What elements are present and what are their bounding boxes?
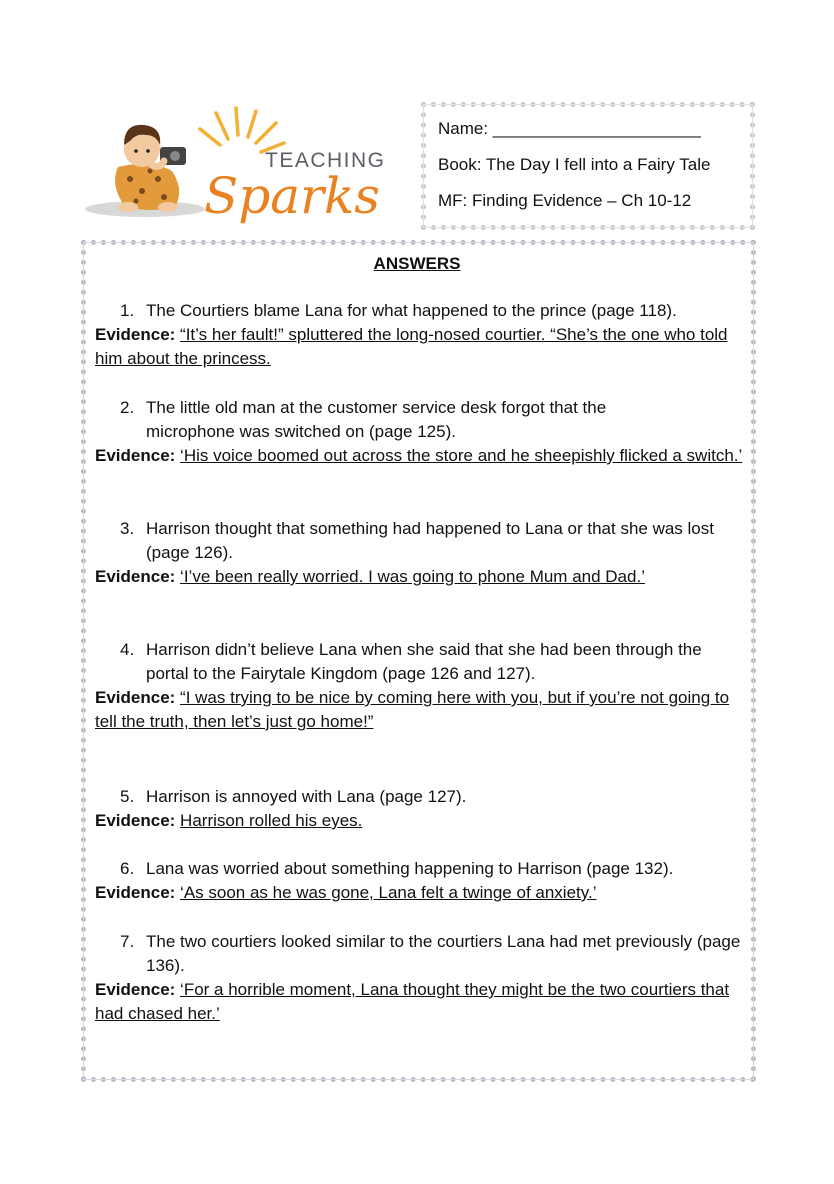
evidence-1: [95, 323, 745, 371]
evidence-quote: ‘I’ve been really worried. I was going to phone Mum and Dad.’: [180, 567, 645, 586]
evidence-5: [95, 809, 745, 833]
caveman-logo-icon: [80, 105, 390, 225]
evidence-label: Evidence:: [95, 446, 176, 465]
name-field: Name: ______________________: [438, 119, 701, 138]
evidence-quote: ‘For a horrible moment, Lana thought they might be the two courtiers that had chased her.’: [95, 980, 730, 1023]
evidence-label: Evidence:: [95, 811, 176, 830]
item-number: 4.: [120, 640, 135, 659]
evidence-label: Evidence:: [95, 325, 176, 344]
worksheet-info-box: [421, 102, 755, 230]
answers-heading: ANSWERS: [373, 254, 461, 273]
evidence-label: Evidence:: [95, 883, 176, 902]
logo-text-teaching: TEACHING: [265, 149, 386, 172]
evidence-quote: Harrison rolled his eyes.: [180, 811, 363, 830]
item-statement: The little old man at the customer service desk forgot that the microphone was switched on (page 125).: [146, 398, 607, 441]
item-number: 6.: [120, 859, 135, 878]
evidence-quote: ‘His voice boomed out across the store and he sheepishly flicked a switch.’: [180, 446, 743, 465]
item-statement: Harrison didn’t believe Lana when she said that she had been through the portal to the Fairytale Kingdom (page 126 and 127).: [146, 640, 702, 683]
item-number: 2.: [120, 398, 135, 417]
logo-text-sparks: Sparks: [204, 167, 380, 225]
evidence-label: Evidence:: [95, 567, 176, 586]
item-statement: Harrison thought that something had happened to Lana or that she was lost (page 126).: [146, 519, 714, 562]
evidence-2: [95, 444, 745, 468]
evidence-3: [95, 565, 745, 589]
evidence-label: Evidence:: [95, 688, 176, 707]
item-number: 5.: [120, 787, 135, 806]
item-number: 1.: [120, 301, 135, 320]
item-statement: Lana was worried about something happening to Harrison (page 132).: [146, 859, 674, 878]
item-statement: The two courtiers looked similar to the courtiers Lana had met previously (page 136).: [146, 932, 741, 975]
teaching-sparks-logo: [80, 105, 390, 225]
evidence-7: [95, 978, 745, 1026]
book-title: Book: The Day I fell into a Fairy Tale: [438, 155, 711, 174]
item-statement: The Courtiers blame Lana for what happened to the prince (page 118).: [146, 301, 677, 320]
evidence-label: Evidence:: [95, 980, 176, 999]
mf-topic: MF: Finding Evidence – Ch 10-12: [438, 191, 692, 210]
evidence-6: [95, 881, 745, 905]
evidence-quote: “I was trying to be nice by coming here with you, but if you’re not going to tell the truth, then let’s just go home!”: [95, 688, 730, 731]
evidence-quote: ‘As soon as he was gone, Lana felt a twinge of anxiety.’: [180, 883, 597, 902]
item-number: 3.: [120, 519, 135, 538]
evidence-4: [95, 686, 745, 734]
evidence-quote: “It’s her fault!” spluttered the long-nosed courtier. “She’s the one who told him about the princess.: [95, 325, 728, 368]
item-number: 7.: [120, 932, 135, 951]
item-statement: Harrison is annoyed with Lana (page 127).: [146, 787, 467, 806]
